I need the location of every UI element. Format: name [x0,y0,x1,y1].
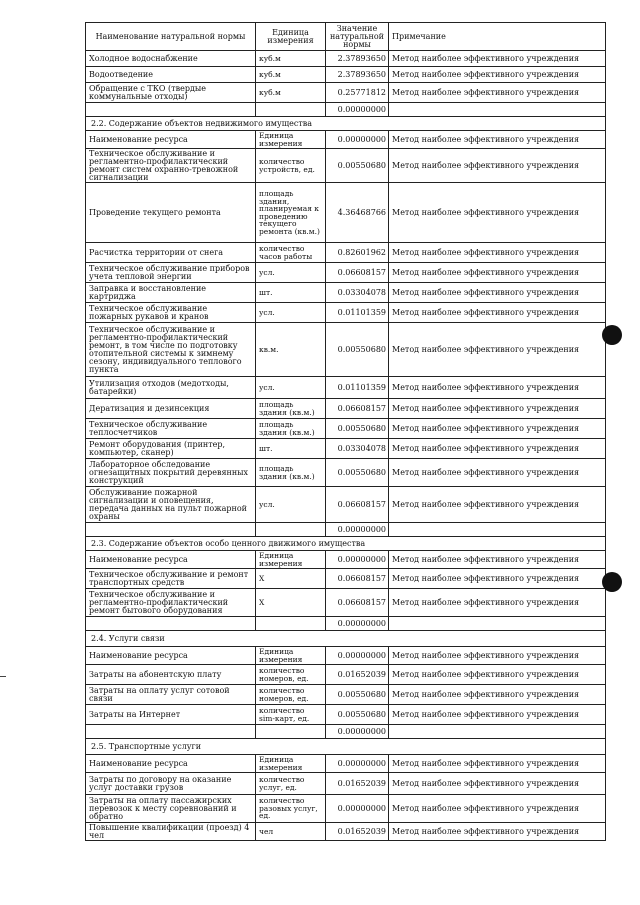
table-row [86,685,606,705]
row-value: 0.00000000 [326,551,389,569]
row-note: Метод наиболее эффективного учреждения [389,773,606,795]
row-note: Метод наиболее эффективного учреждения [389,51,606,67]
row-name: Затраты на Интернет [86,705,256,725]
table-row [86,263,606,283]
table-row [86,243,606,263]
row-value: 0.00000000 [326,131,389,149]
row-value: 0.00550680 [326,323,389,377]
row-value: 0.03304078 [326,439,389,459]
row-value: 0.00550680 [326,419,389,439]
row-note: Метод наиболее эффективного учреждения [389,283,606,303]
table-row [86,589,606,617]
table-row [86,303,606,323]
row-note: Метод наиболее эффективного учреждения [389,569,606,589]
section-title-row [86,631,606,647]
section-title-row [86,117,606,131]
total-value: 0.00000000 [326,617,389,631]
row-name: Наименование ресурса [86,131,256,149]
row-unit: количество номеров, ед. [256,685,326,705]
col-header-unit: Единица измерения [256,23,326,51]
table-row [86,51,606,67]
total-row [86,617,606,631]
row-value: 0.01652039 [326,773,389,795]
row-name: Обслуживание пожарной сигнализации и оповещения, передача данных на пульт пожарной охраны [86,487,256,523]
total-value: 0.00000000 [326,523,389,537]
row-note: Метод наиболее эффективного учреждения [389,589,606,617]
row-value: 0.01652039 [326,823,389,841]
table-row [86,439,606,459]
row-unit: Единица измерения [256,647,326,665]
row-value: 0.06608157 [326,399,389,419]
col-header-name: Наименование натуральной нормы [86,23,256,51]
row-value: 0.00550680 [326,705,389,725]
table-row [86,377,606,399]
row-value: 0.06608157 [326,263,389,283]
row-name: Техническое обслуживание приборов учета тепловой энергии [86,263,256,283]
row-unit: Х [256,589,326,617]
binder-hole-dot [602,325,622,345]
row-value: 2.37893650 [326,67,389,83]
table-row [86,665,606,685]
row-value: 0.00000000 [326,647,389,665]
row-name: Обращение с ТКО (твердые коммунальные отходы) [86,83,256,103]
row-note: Метод наиболее эффективного учреждения [389,67,606,83]
row-unit: количество устройств, ед. [256,149,326,183]
row-name: Техническое обслуживание и регламентно-профилактический ремонт систем охранно-тревожной сигнализации [86,149,256,183]
row-value: 0.00550680 [326,685,389,705]
row-value: 0.01101359 [326,303,389,323]
row-name: Затраты на оплату пассажирских перевозок к месту соревнований и обратно [86,795,256,823]
table-row [86,323,606,377]
row-name: Проведение текущего ремонта [86,183,256,243]
row-name: Дератизация и дезинсекция [86,399,256,419]
table-row [86,419,606,439]
row-value: 0.06608157 [326,589,389,617]
row-name: Ремонт оборудования (принтер, компьютер, сканер) [86,439,256,459]
table-row [86,459,606,487]
row-value: 0.00550680 [326,149,389,183]
section-title: 2.3. Содержание объектов особо ценного движимого имущества [86,537,606,551]
row-note: Метод наиболее эффективного учреждения [389,149,606,183]
row-value: 0.06608157 [326,569,389,589]
row-unit: количество номеров, ед. [256,665,326,685]
row-unit: Единица измерения [256,551,326,569]
row-name: Техническое обслуживание и регламентно-профилактический ремонт, в том числе по подготовку отопительной системы к зимнему сезону, индивидуального теплового пункта [86,323,256,377]
row-note: Метод наиболее эффективного учреждения [389,323,606,377]
row-name: Наименование ресурса [86,551,256,569]
row-name: Наименование ресурса [86,647,256,665]
row-note: Метод наиболее эффективного учреждения [389,183,606,243]
row-name: Техническое обслуживание теплосчетчиков [86,419,256,439]
row-name: Наименование ресурса [86,755,256,773]
table-row [86,487,606,523]
row-value: 0.25771812 [326,83,389,103]
table-row [86,399,606,419]
col-header-note: Примечание [389,23,606,51]
row-name: Затраты на оплату услуг сотовой связи [86,685,256,705]
row-unit: Единица измерения [256,755,326,773]
row-unit: усл. [256,377,326,399]
row-note: Метод наиболее эффективного учреждения [389,399,606,419]
row-note: Метод наиболее эффективного учреждения [389,83,606,103]
row-unit: площадь здания (кв.м.) [256,459,326,487]
row-value: 0.01652039 [326,665,389,685]
row-unit: Х [256,569,326,589]
row-value: 4.36468766 [326,183,389,243]
table-row [86,823,606,841]
row-value: 0.03304078 [326,283,389,303]
section-title-row [86,739,606,755]
row-value: 0.00000000 [326,755,389,773]
row-name: Затраты на абонентскую плату [86,665,256,685]
table-row [86,283,606,303]
row-name: Холодное водоснабжение [86,51,256,67]
total-row [86,103,606,117]
section-title: 2.2. Содержание объектов недвижимого имущества [86,117,606,131]
row-note: Метод наиболее эффективного учреждения [389,665,606,685]
row-note: Метод наиболее эффективного учреждения [389,647,606,665]
row-note: Метод наиболее эффективного учреждения [389,459,606,487]
row-unit: Единица измерения [256,131,326,149]
total-row [86,523,606,537]
row-unit: количество услуг, ед. [256,773,326,795]
section-title: 2.4. Услуги связи [86,631,606,647]
row-note: Метод наиболее эффективного учреждения [389,795,606,823]
row-note: Метод наиболее эффективного учреждения [389,303,606,323]
col-header-value: Значение натуральной нормы [326,23,389,51]
row-note: Метод наиболее эффективного учреждения [389,439,606,459]
row-name: Водоотведение [86,67,256,83]
table-row [86,83,606,103]
row-note: Метод наиболее эффективного учреждения [389,685,606,705]
section-title: 2.5. Транспортные услуги [86,739,606,755]
row-name: Расчистка территории от снега [86,243,256,263]
row-value: 0.82601962 [326,243,389,263]
row-note: Метод наиболее эффективного учреждения [389,823,606,841]
row-note: Метод наиболее эффективного учреждения [389,263,606,283]
total-value: 0.00000000 [326,725,389,739]
total-row [86,725,606,739]
table-row [86,795,606,823]
row-note: Метод наиболее эффективного учреждения [389,487,606,523]
table-row [86,183,606,243]
row-note: Метод наиболее эффективного учреждения [389,377,606,399]
row-unit: куб.м [256,67,326,83]
row-value: 0.01101359 [326,377,389,399]
margin-mark [0,676,6,677]
row-unit: куб.м [256,51,326,67]
row-unit: усл. [256,487,326,523]
row-name: Затраты по договору на оказание услуг доставки грузов [86,773,256,795]
row-unit: площадь здания, планируемая к проведению текущего ремонта (кв.м.) [256,183,326,243]
row-name: Заправка и восстановление картриджа [86,283,256,303]
row-unit: площадь здания (кв.м.) [256,419,326,439]
row-name: Техническое обслуживание пожарных рукавов и кранов [86,303,256,323]
resource-header-row [86,131,606,149]
row-unit: куб.м [256,83,326,103]
table-row [86,705,606,725]
row-unit: чел [256,823,326,841]
row-unit: шт. [256,439,326,459]
row-unit: кв.м. [256,323,326,377]
row-value: 2.37893650 [326,51,389,67]
row-unit: шт. [256,283,326,303]
row-name: Техническое обслуживание и регламентно-профилактический ремонт бытового оборудования [86,589,256,617]
row-name: Повышение квалификации (проезд) 4 чел [86,823,256,841]
table-row [86,569,606,589]
row-note: Метод наиболее эффективного учреждения [389,419,606,439]
row-unit: усл. [256,303,326,323]
section-title-row [86,537,606,551]
table-row [86,773,606,795]
resource-header-row [86,755,606,773]
row-note: Метод наиболее эффективного учреждения [389,705,606,725]
resource-header-row [86,647,606,665]
table-row [86,67,606,83]
resource-header-row [86,551,606,569]
row-value: 0.06608157 [326,487,389,523]
row-note: Метод наиболее эффективного учреждения [389,755,606,773]
row-name: Утилизация отходов (медотходы, батарейки) [86,377,256,399]
row-note: Метод наиболее эффективного учреждения [389,131,606,149]
norms-table [85,22,606,841]
table-row [86,149,606,183]
row-value: 0.00000000 [326,795,389,823]
row-unit: количество часов работы [256,243,326,263]
table-header-row [86,23,606,51]
row-value: 0.00550680 [326,459,389,487]
row-unit: количество sim-карт, ед. [256,705,326,725]
total-value: 0.00000000 [326,103,389,117]
row-unit: усл. [256,263,326,283]
row-unit: площадь здания (кв.м.) [256,399,326,419]
row-note: Метод наиболее эффективного учреждения [389,551,606,569]
row-note: Метод наиболее эффективного учреждения [389,243,606,263]
row-name: Лабораторное обследование огнезащитных покрытий деревянных конструкций [86,459,256,487]
binder-hole-dot [602,572,622,592]
row-unit: количество разовых услуг, ед. [256,795,326,823]
row-name: Техническое обслуживание и ремонт транспортных средств [86,569,256,589]
